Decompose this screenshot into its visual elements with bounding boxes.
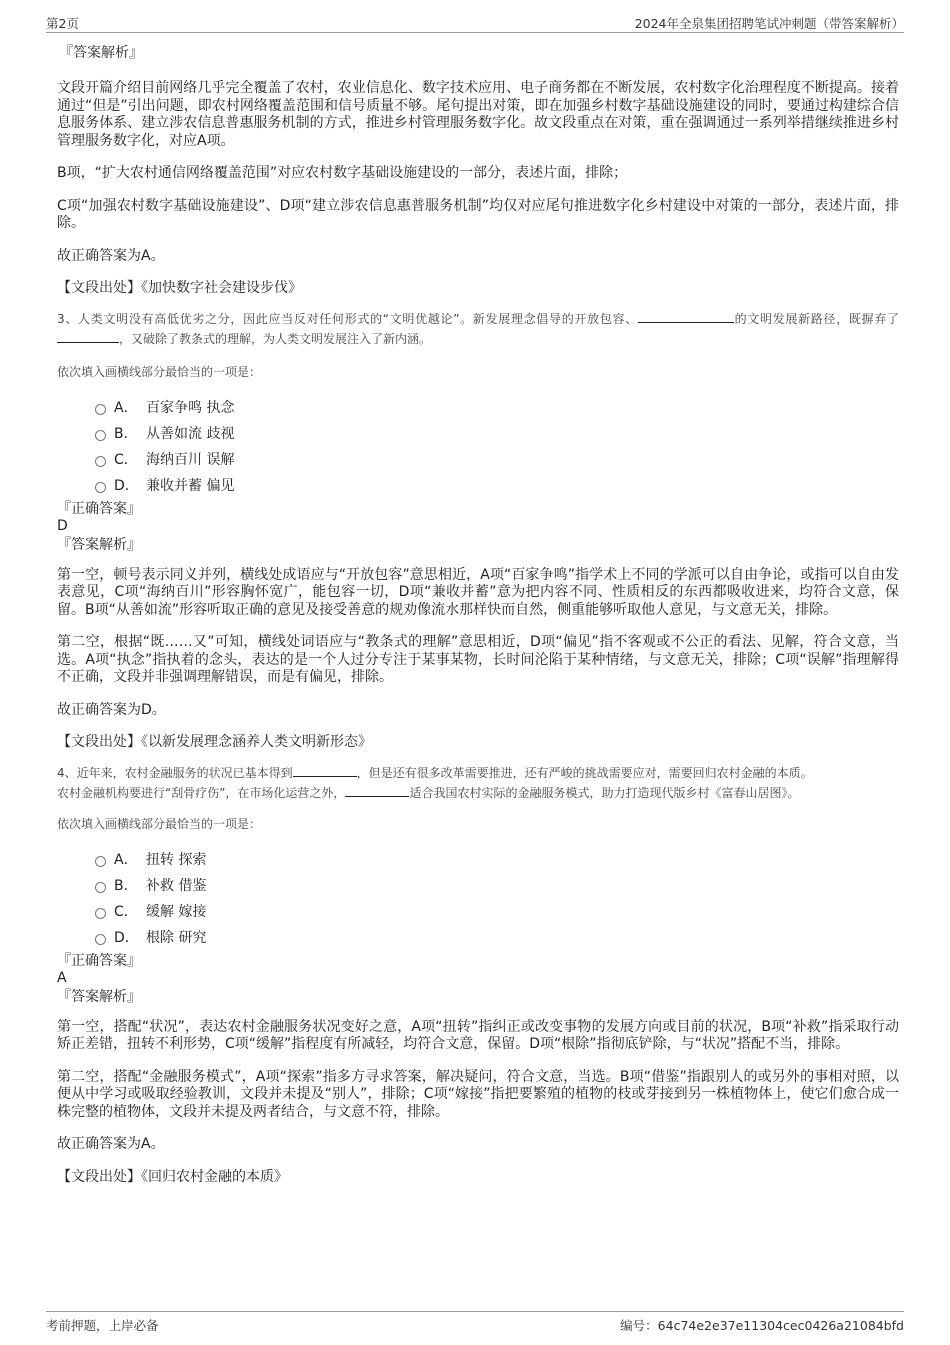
radio-button-icon[interactable] [95,482,106,493]
footer-slogan: 考前押题，上岸必备 [46,1318,159,1333]
analysis-paragraph: C项“加强农村数字基础设施建设”、D项“建立涉农信息惠普服务机制”均仅对应尾句推进数字化乡村建设中对策的一部分，表述片面，排除。 [57,197,899,231]
radio-button-icon[interactable] [95,430,106,441]
option-d[interactable]: D． 根除 研究 [95,925,899,951]
option-list [95,847,899,951]
option-c[interactable]: C． 海纳百川 误解 [95,447,899,473]
page-header [46,12,904,33]
correct-answer: D [57,517,68,534]
question-stem: 4、近年来，农村金融服务的状况已基本得到 ，但是还有很多改革需要推进，还有严峻的挑战需要应对，需要回归农村金融的本质。 农村金融机构要进行“刮骨疗伤”，在市场化运营之外， 适合我国农村实际的金融服务模式，助力打造现代版乡村《富春山居图》。 [57,763,899,803]
option-a[interactable]: A． 百家争鸣 执念 [95,395,899,421]
answer-statement: 故正确答案为A。 [57,247,165,264]
analysis-paragraph: 文段开篇介绍目前网络几乎完全覆盖了农村，农业信息化、数字技术应用、电子商务都在不断发展，农村数字化治理程度不断提高。接着通过“但是”引出问题，即农村网络覆盖范围和信号质量不够。尾句提出对策，即在加强乡村数字基础设施建设的同时，要通过构建综合信息服务体系、建立涉农信息普惠服务机制的方式，推进乡村管理服务数字化。故文段重点在对策，重在强调通过一系列举措继续推进乡村管理服务数字化，对应A项。 [57,80,899,149]
question-instruction: 依次填入画横线部分最恰当的一项是： [57,816,262,831]
option-b[interactable]: B． 从善如流 歧视 [95,421,899,447]
analysis-paragraph: 第一空，搭配“状况”，表达农村金融服务状况变好之意，A项“扭转”指纠正或改变事物的发展方向或目前的状况，B项“补救”指采取行动矫正差错，扭转不利形势，C项“缓解”指程度有所减轻，均符合文意，保留。D项“根除”指彻底铲除，与“状况”搭配不当，排除。 [57,1018,899,1052]
radio-button-icon[interactable] [95,908,106,919]
radio-button-icon[interactable] [95,882,106,893]
option-c[interactable]: C． 缓解 嫁接 [95,899,899,925]
analysis-label: 『答案解析』 [59,45,143,61]
radio-button-icon[interactable] [95,456,106,467]
question-instruction: 依次填入画横线部分最恰当的一项是： [57,364,262,379]
analysis-label: 『答案解析』 [57,988,141,1005]
answer-statement: 故正确答案为D。 [57,701,166,718]
source-citation: 【文段出处】《加快数字社会建设步伐》 [57,280,302,296]
source-citation: 【文段出处】《以新发展理念涵养人类文明新形态》 [57,734,372,750]
source-citation: 【文段出处】《回归农村金融的本质》 [57,1168,288,1185]
page-footer [46,1311,904,1334]
document-title: 2024年全泉集团招聘笔试冲刺题（带答案解析） [634,16,904,31]
correct-answer-label: 『正确答案』 [57,952,141,969]
fill-blank [345,783,409,797]
radio-button-icon[interactable] [95,934,106,945]
question-stem: 3、人类文明没有高低优劣之分，因此应当反对任何形式的“文明优越论”。新发展理念倡导的开放包容、 的文明发展新路径，既摒弃了，又破除了教条式的理解，为人类文明发展注入了新内涵。 [57,309,899,349]
radio-button-icon[interactable] [95,856,106,867]
answer-statement: 故正确答案为A。 [57,1136,165,1152]
analysis-paragraph: 第一空，顿号表示同义并列，横线处成语应与“开放包容”意思相近，A项“百家争鸣”指学术上不同的学派可以自由争论，或指可以自由发表意见，C项“海纳百川”形容胸怀宽广，能包容一切，D项“兼收并蓄”意为把内容不同、性质相反的东西都吸收进来，均符合文意，保留。B项“从善如流”形容听取正确的意见及接受善意的规劝像流水那样快而自然，侧重能够听取他人意见，与文意无关，排除。 [57,566,899,618]
analysis-paragraph: 第二空，根据“既……又”可知，横线处词语应与“教条式的理解”意思相近，D项“偏见”指不客观或不公正的看法、见解，符合文意，当选。A项“执念”指执着的念头，表达的是一个人过分专注于某事某物，长时间沦陷于某种情绪，与文意无关，排除；C项“误解”指理解得不正确，文段并非强调理解错误，而是有偏见，排除。 [57,634,899,685]
document-id: 编号：64c74e2e37e11304cec0426a21084bfd [620,1318,904,1333]
radio-button-icon[interactable] [95,404,106,415]
option-a[interactable]: A． 扭转 探索 [95,847,899,873]
fill-blank [57,329,119,343]
analysis-paragraph: B项，“扩大农村通信网络覆盖范围”对应农村数字基础设施建设的一部分，表述片面，排除； [57,165,628,181]
correct-answer: A [57,969,67,986]
correct-answer-label: 『正确答案』 [57,500,141,517]
option-b[interactable]: B． 补救 借鉴 [95,873,899,899]
option-list [95,395,899,499]
page-content [57,44,899,1186]
analysis-paragraph: 第二空，搭配“金融服务模式”，A项“探索”指多方寻求答案，解决疑问，符合文意，当选。B项“借鉴”指跟别人的或另外的事相对照，以便从中学习或吸取经验教训，文段并未提及“别人”，排除；C项“嫁接”指把要繁殖的植物的枝或芽接到另一株植物体上，使它们愈合成一株完整的植物体，文段并未提及两者结合，与文意不符，排除。 [57,1068,899,1120]
fill-blank [293,763,357,777]
page-number: 第2页 [46,16,79,31]
fill-blank [638,309,734,323]
analysis-label: 『答案解析』 [57,536,141,553]
option-d[interactable]: D． 兼收并蓄 偏见 [95,473,899,499]
